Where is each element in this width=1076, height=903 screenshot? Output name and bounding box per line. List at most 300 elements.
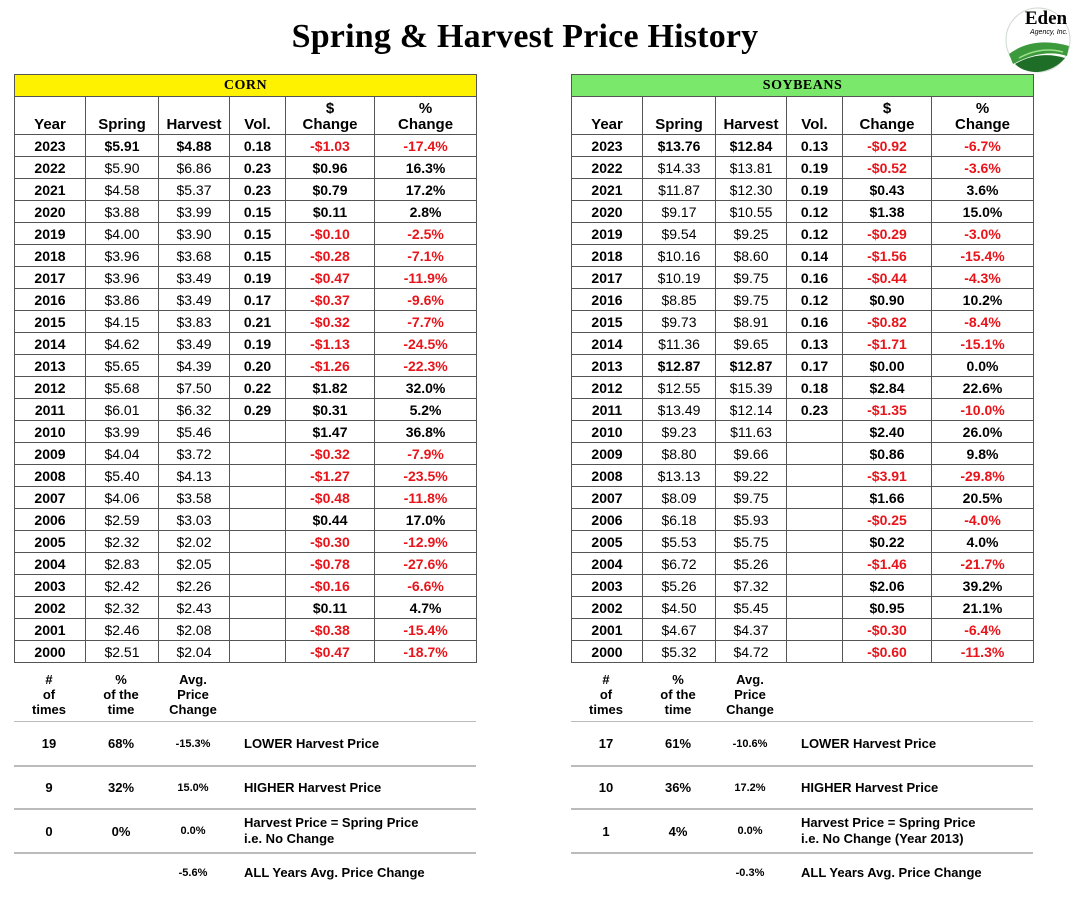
harvest-price-cell: $9.25	[716, 223, 787, 245]
spring-price-cell: $2.59	[86, 509, 159, 531]
year-cell: 2004	[15, 553, 86, 575]
spring-price-cell: $3.88	[86, 201, 159, 223]
table-row	[15, 245, 477, 267]
spring-price-cell: $13.49	[643, 399, 716, 421]
spring-price-cell: $9.17	[643, 201, 716, 223]
dollar-change-cell: -$0.38	[286, 619, 375, 641]
dollar-change-cell: -$0.47	[286, 641, 375, 663]
dollar-change-cell: $1.38	[843, 201, 932, 223]
column-header-year: Year	[15, 97, 86, 135]
harvest-price-cell: $2.02	[159, 531, 230, 553]
harvest-price-cell: $3.72	[159, 443, 230, 465]
year-cell: 2012	[15, 377, 86, 399]
volatility-cell: 0.16	[787, 311, 843, 333]
table-row	[572, 619, 1034, 641]
dollar-change-cell: $0.43	[843, 179, 932, 201]
summary-avg-change: 0.0%	[737, 825, 763, 837]
harvest-price-cell: $9.75	[716, 267, 787, 289]
summary-header	[571, 672, 1033, 722]
summary-count: 19	[41, 736, 57, 751]
corn-panel	[14, 74, 476, 892]
dollar-change-cell: -$0.32	[286, 443, 375, 465]
year-cell: 2007	[572, 487, 643, 509]
year-cell: 2003	[15, 575, 86, 597]
spring-price-cell: $3.96	[86, 245, 159, 267]
volatility-cell: 0.22	[230, 377, 286, 399]
volatility-cell: 0.12	[787, 201, 843, 223]
spring-price-cell: $2.32	[86, 531, 159, 553]
table-row	[15, 465, 477, 487]
summary-header-percent: % of the time	[660, 672, 696, 717]
dollar-change-cell: -$0.30	[286, 531, 375, 553]
dollar-change-cell: -$0.29	[843, 223, 932, 245]
spring-price-cell: $14.33	[643, 157, 716, 179]
dollar-change-cell: -$0.82	[843, 311, 932, 333]
dollar-change-cell: $0.22	[843, 531, 932, 553]
percent-change-cell: 22.6%	[932, 377, 1034, 399]
percent-change-cell: -7.7%	[375, 311, 477, 333]
table-row	[572, 553, 1034, 575]
harvest-price-cell: $9.66	[716, 443, 787, 465]
volatility-cell: 0.16	[787, 267, 843, 289]
table-row	[572, 421, 1034, 443]
year-cell: 2011	[572, 399, 643, 421]
summary-count: 0	[45, 823, 53, 839]
percent-change-cell: 4.7%	[375, 597, 477, 619]
table-row	[572, 223, 1034, 245]
harvest-price-cell: $9.75	[716, 289, 787, 311]
dollar-change-cell: $2.84	[843, 377, 932, 399]
table-row	[15, 377, 477, 399]
column-header-vol: Vol.	[787, 97, 843, 135]
percent-change-cell: -11.3%	[932, 641, 1034, 663]
dollar-change-cell: -$0.37	[286, 289, 375, 311]
summary-label: ALL Years Avg. Price Change	[244, 865, 425, 880]
table-row	[572, 399, 1034, 421]
spring-price-cell: $3.99	[86, 421, 159, 443]
summary-header	[14, 672, 476, 722]
table-row	[15, 179, 477, 201]
spring-price-cell: $6.18	[643, 509, 716, 531]
percent-change-cell: -11.9%	[375, 267, 477, 289]
volatility-cell	[787, 641, 843, 663]
column-header-vol: Vol.	[230, 97, 286, 135]
spring-price-cell: $5.26	[643, 575, 716, 597]
dollar-change-cell: -$0.52	[843, 157, 932, 179]
volatility-cell	[230, 487, 286, 509]
spring-price-cell: $8.09	[643, 487, 716, 509]
table-row	[572, 267, 1034, 289]
percent-change-cell: 15.0%	[932, 201, 1034, 223]
harvest-price-cell: $3.49	[159, 267, 230, 289]
harvest-price-cell: $2.26	[159, 575, 230, 597]
column-header-harvest: Harvest	[716, 97, 787, 135]
harvest-price-cell: $5.93	[716, 509, 787, 531]
volatility-cell	[787, 575, 843, 597]
summary-avg-change: -10.6%	[732, 737, 768, 750]
soybeans-rows	[572, 135, 1034, 663]
summary-avg-change: 17.2%	[734, 781, 766, 794]
dollar-change-cell: $0.90	[843, 289, 932, 311]
volatility-cell	[230, 443, 286, 465]
volatility-cell	[230, 531, 286, 553]
summary-percent: 4%	[668, 823, 688, 839]
dollar-change-cell: -$0.30	[843, 619, 932, 641]
dollar-change-cell: -$0.44	[843, 267, 932, 289]
harvest-price-cell: $15.39	[716, 377, 787, 399]
column-header-harvest: Harvest	[159, 97, 230, 135]
summary-percent: 61%	[664, 736, 692, 751]
volatility-cell: 0.19	[787, 157, 843, 179]
year-cell: 2015	[572, 311, 643, 333]
spring-price-cell: $4.58	[86, 179, 159, 201]
harvest-price-cell: $4.72	[716, 641, 787, 663]
summary-header-spacer	[785, 672, 1033, 721]
year-cell: 2002	[572, 597, 643, 619]
volatility-cell	[787, 509, 843, 531]
harvest-price-cell: $2.43	[159, 597, 230, 619]
volatility-cell	[787, 421, 843, 443]
percent-change-cell: -12.9%	[375, 531, 477, 553]
summary-row	[571, 810, 1033, 854]
harvest-price-cell: $6.86	[159, 157, 230, 179]
table-row	[572, 355, 1034, 377]
harvest-price-cell: $5.46	[159, 421, 230, 443]
summary-label: Harvest Price = Spring Price i.e. No Change	[244, 815, 419, 846]
spring-price-cell: $10.19	[643, 267, 716, 289]
spring-price-cell: $2.32	[86, 597, 159, 619]
table-row	[572, 487, 1034, 509]
spring-price-cell: $9.73	[643, 311, 716, 333]
volatility-cell	[230, 553, 286, 575]
table-row	[15, 223, 477, 245]
year-cell: 2003	[572, 575, 643, 597]
summary-percent: 36%	[664, 780, 692, 795]
percent-change-cell: -24.5%	[375, 333, 477, 355]
dollar-change-cell: -$0.92	[843, 135, 932, 157]
summary-avg-change: 0.0%	[180, 825, 206, 837]
dollar-change-cell: -$0.47	[286, 267, 375, 289]
harvest-price-cell: $11.63	[716, 421, 787, 443]
harvest-price-cell: $3.49	[159, 289, 230, 311]
dollar-change-cell: -$0.78	[286, 553, 375, 575]
volatility-cell	[230, 575, 286, 597]
dollar-change-cell: $0.11	[286, 597, 375, 619]
summary-label: HIGHER Harvest Price	[801, 779, 939, 795]
dollar-change-cell: -$1.03	[286, 135, 375, 157]
dollar-change-cell: -$1.26	[286, 355, 375, 377]
dollar-change-cell: -$0.60	[843, 641, 932, 663]
volatility-cell	[787, 597, 843, 619]
percent-change-cell: -15.4%	[932, 245, 1034, 267]
table-row	[15, 619, 477, 641]
spring-price-cell: $4.00	[86, 223, 159, 245]
dollar-change-cell: $1.82	[286, 377, 375, 399]
table-row	[572, 289, 1034, 311]
spring-price-cell: $8.85	[643, 289, 716, 311]
table-row	[572, 509, 1034, 531]
table-row	[15, 333, 477, 355]
year-cell: 2017	[572, 267, 643, 289]
spring-price-cell: $5.53	[643, 531, 716, 553]
volatility-cell	[230, 465, 286, 487]
year-cell: 2014	[15, 333, 86, 355]
harvest-price-cell: $3.90	[159, 223, 230, 245]
summary-row	[14, 810, 476, 854]
table-row	[572, 135, 1034, 157]
spring-price-cell: $13.13	[643, 465, 716, 487]
column-header-year: Year	[572, 97, 643, 135]
spring-price-cell: $4.15	[86, 311, 159, 333]
volatility-cell	[230, 597, 286, 619]
year-cell: 2019	[572, 223, 643, 245]
volatility-cell	[787, 553, 843, 575]
summary-avg-change: -15.3%	[175, 737, 211, 750]
volatility-cell: 0.14	[787, 245, 843, 267]
percent-change-cell: 36.8%	[375, 421, 477, 443]
percent-change-cell: 17.0%	[375, 509, 477, 531]
percent-change-cell: 26.0%	[932, 421, 1034, 443]
spring-price-cell: $5.40	[86, 465, 159, 487]
table-row	[15, 575, 477, 597]
table-row	[572, 575, 1034, 597]
harvest-price-cell: $3.58	[159, 487, 230, 509]
volatility-cell: 0.12	[787, 223, 843, 245]
spring-price-cell: $4.04	[86, 443, 159, 465]
summary-header-count: # of times	[32, 672, 66, 717]
soybeans-panel	[571, 74, 1033, 892]
harvest-price-cell: $4.37	[716, 619, 787, 641]
year-cell: 2005	[572, 531, 643, 553]
soybeans-summary	[571, 672, 1033, 892]
spring-price-cell: $10.16	[643, 245, 716, 267]
dollar-change-cell: -$0.28	[286, 245, 375, 267]
spring-price-cell: $3.86	[86, 289, 159, 311]
harvest-price-cell: $5.75	[716, 531, 787, 553]
dollar-change-cell: $0.11	[286, 201, 375, 223]
summary-avg-change: -0.3%	[735, 867, 765, 879]
percent-change-cell: 0.0%	[932, 355, 1034, 377]
dollar-change-cell: -$0.25	[843, 509, 932, 531]
summary-count: 9	[45, 780, 53, 795]
harvest-price-cell: $3.83	[159, 311, 230, 333]
volatility-cell: 0.19	[787, 179, 843, 201]
percent-change-cell: -18.7%	[375, 641, 477, 663]
summary-label: LOWER Harvest Price	[801, 735, 937, 751]
percent-change-cell: -7.9%	[375, 443, 477, 465]
spring-price-cell: $2.46	[86, 619, 159, 641]
volatility-cell: 0.15	[230, 223, 286, 245]
volatility-cell: 0.23	[230, 179, 286, 201]
spring-price-cell: $12.55	[643, 377, 716, 399]
year-cell: 2007	[15, 487, 86, 509]
summary-percent: 0%	[111, 823, 131, 839]
spring-price-cell: $4.67	[643, 619, 716, 641]
harvest-price-cell: $7.50	[159, 377, 230, 399]
summary-row	[571, 854, 1033, 892]
harvest-price-cell: $5.45	[716, 597, 787, 619]
logo-subtitle: Agency, Inc.	[1029, 29, 1068, 36]
dollar-change-cell: -$0.16	[286, 575, 375, 597]
table-row	[572, 311, 1034, 333]
year-cell: 2005	[15, 531, 86, 553]
percent-change-cell: -2.5%	[375, 223, 477, 245]
volatility-cell	[787, 487, 843, 509]
spring-price-cell: $12.87	[643, 355, 716, 377]
table-row	[572, 157, 1034, 179]
year-cell: 2008	[15, 465, 86, 487]
column-header-dollar-change: $ Change	[286, 97, 375, 135]
percent-change-cell: 2.8%	[375, 201, 477, 223]
year-cell: 2006	[572, 509, 643, 531]
summary-label: LOWER Harvest Price	[244, 735, 380, 751]
percent-change-cell: 9.8%	[932, 443, 1034, 465]
dollar-change-cell: $0.95	[843, 597, 932, 619]
spring-price-cell: $13.76	[643, 135, 716, 157]
table-row	[572, 201, 1034, 223]
spring-price-cell: $9.54	[643, 223, 716, 245]
volatility-cell	[230, 421, 286, 443]
summary-count: 10	[598, 780, 614, 795]
percent-change-cell: -21.7%	[932, 553, 1034, 575]
percent-change-cell: -22.3%	[375, 355, 477, 377]
volatility-cell: 0.20	[230, 355, 286, 377]
year-cell: 2022	[15, 157, 86, 179]
percent-change-cell: -29.8%	[932, 465, 1034, 487]
volatility-cell: 0.23	[787, 399, 843, 421]
dollar-change-cell: -$1.71	[843, 333, 932, 355]
dollar-change-cell: $0.86	[843, 443, 932, 465]
year-cell: 2000	[572, 641, 643, 663]
soybeans-column-headers	[572, 97, 1034, 135]
soybeans-header: SOYBEANS	[572, 75, 1034, 97]
year-cell: 2016	[15, 289, 86, 311]
summary-row	[571, 767, 1033, 810]
corn-price-table	[14, 74, 477, 663]
summary-header-count: # of times	[589, 672, 623, 717]
spring-price-cell: $5.90	[86, 157, 159, 179]
column-header-spring: Spring	[643, 97, 716, 135]
year-cell: 2010	[572, 421, 643, 443]
table-row	[15, 289, 477, 311]
volatility-cell: 0.17	[787, 355, 843, 377]
volatility-cell: 0.15	[230, 245, 286, 267]
dollar-change-cell: $0.00	[843, 355, 932, 377]
harvest-price-cell: $9.22	[716, 465, 787, 487]
dollar-change-cell: $0.31	[286, 399, 375, 421]
percent-change-cell: -17.4%	[375, 135, 477, 157]
volatility-cell	[787, 531, 843, 553]
summary-row	[571, 722, 1033, 767]
harvest-price-cell: $3.03	[159, 509, 230, 531]
year-cell: 2012	[572, 377, 643, 399]
soybeans-price-table	[571, 74, 1034, 663]
volatility-cell	[230, 619, 286, 641]
percent-change-cell: 32.0%	[375, 377, 477, 399]
year-cell: 2016	[572, 289, 643, 311]
table-row	[572, 179, 1034, 201]
table-row	[15, 399, 477, 421]
table-row	[572, 597, 1034, 619]
table-row	[15, 267, 477, 289]
harvest-price-cell: $5.26	[716, 553, 787, 575]
percent-change-cell: 20.5%	[932, 487, 1034, 509]
summary-avg-change: 15.0%	[177, 781, 209, 794]
percent-change-cell: -4.3%	[932, 267, 1034, 289]
corn-column-headers	[15, 97, 477, 135]
volatility-cell: 0.23	[230, 157, 286, 179]
year-cell: 2011	[15, 399, 86, 421]
volatility-cell: 0.13	[787, 333, 843, 355]
column-header-dollar-change: $ Change	[843, 97, 932, 135]
year-cell: 2008	[572, 465, 643, 487]
dollar-change-cell: -$0.32	[286, 311, 375, 333]
spring-price-cell: $5.65	[86, 355, 159, 377]
spring-price-cell: $2.42	[86, 575, 159, 597]
summary-avg-change: -5.6%	[178, 867, 208, 879]
dollar-change-cell: $1.66	[843, 487, 932, 509]
year-cell: 2020	[572, 201, 643, 223]
volatility-cell	[230, 509, 286, 531]
percent-change-cell: -6.7%	[932, 135, 1034, 157]
table-row	[15, 487, 477, 509]
spring-price-cell: $5.32	[643, 641, 716, 663]
table-row	[15, 201, 477, 223]
table-row	[572, 377, 1034, 399]
summary-label: Harvest Price = Spring Price i.e. No Change (Year 2013)	[801, 815, 976, 846]
percent-change-cell: 39.2%	[932, 575, 1034, 597]
year-cell: 2004	[572, 553, 643, 575]
spring-price-cell: $6.01	[86, 399, 159, 421]
dollar-change-cell: $0.96	[286, 157, 375, 179]
percent-change-cell: -7.1%	[375, 245, 477, 267]
harvest-price-cell: $7.32	[716, 575, 787, 597]
percent-change-cell: -6.6%	[375, 575, 477, 597]
harvest-price-cell: $2.05	[159, 553, 230, 575]
dollar-change-cell: $0.79	[286, 179, 375, 201]
summary-percent: 32%	[107, 780, 135, 795]
percent-change-cell: -27.6%	[375, 553, 477, 575]
year-cell: 2015	[15, 311, 86, 333]
year-cell: 2013	[572, 355, 643, 377]
table-row	[15, 641, 477, 663]
spring-price-cell: $5.68	[86, 377, 159, 399]
year-cell: 2013	[15, 355, 86, 377]
summary-count: 17	[598, 736, 614, 751]
harvest-price-cell: $5.37	[159, 179, 230, 201]
summary-count: 1	[602, 823, 610, 839]
year-cell: 2017	[15, 267, 86, 289]
spring-price-cell: $3.96	[86, 267, 159, 289]
year-cell: 2018	[15, 245, 86, 267]
percent-change-cell: -9.6%	[375, 289, 477, 311]
volatility-cell: 0.12	[787, 289, 843, 311]
column-header-percent-change: % Change	[375, 97, 477, 135]
table-row	[572, 465, 1034, 487]
percent-change-cell: 4.0%	[932, 531, 1034, 553]
spring-price-cell: $8.80	[643, 443, 716, 465]
percent-change-cell: 17.2%	[375, 179, 477, 201]
dollar-change-cell: $1.47	[286, 421, 375, 443]
percent-change-cell: -3.6%	[932, 157, 1034, 179]
dollar-change-cell: $2.06	[843, 575, 932, 597]
percent-change-cell: 16.3%	[375, 157, 477, 179]
summary-row	[14, 854, 476, 892]
percent-change-cell: -15.1%	[932, 333, 1034, 355]
percent-change-cell: -8.4%	[932, 311, 1034, 333]
spring-price-cell: $4.50	[643, 597, 716, 619]
harvest-price-cell: $12.84	[716, 135, 787, 157]
